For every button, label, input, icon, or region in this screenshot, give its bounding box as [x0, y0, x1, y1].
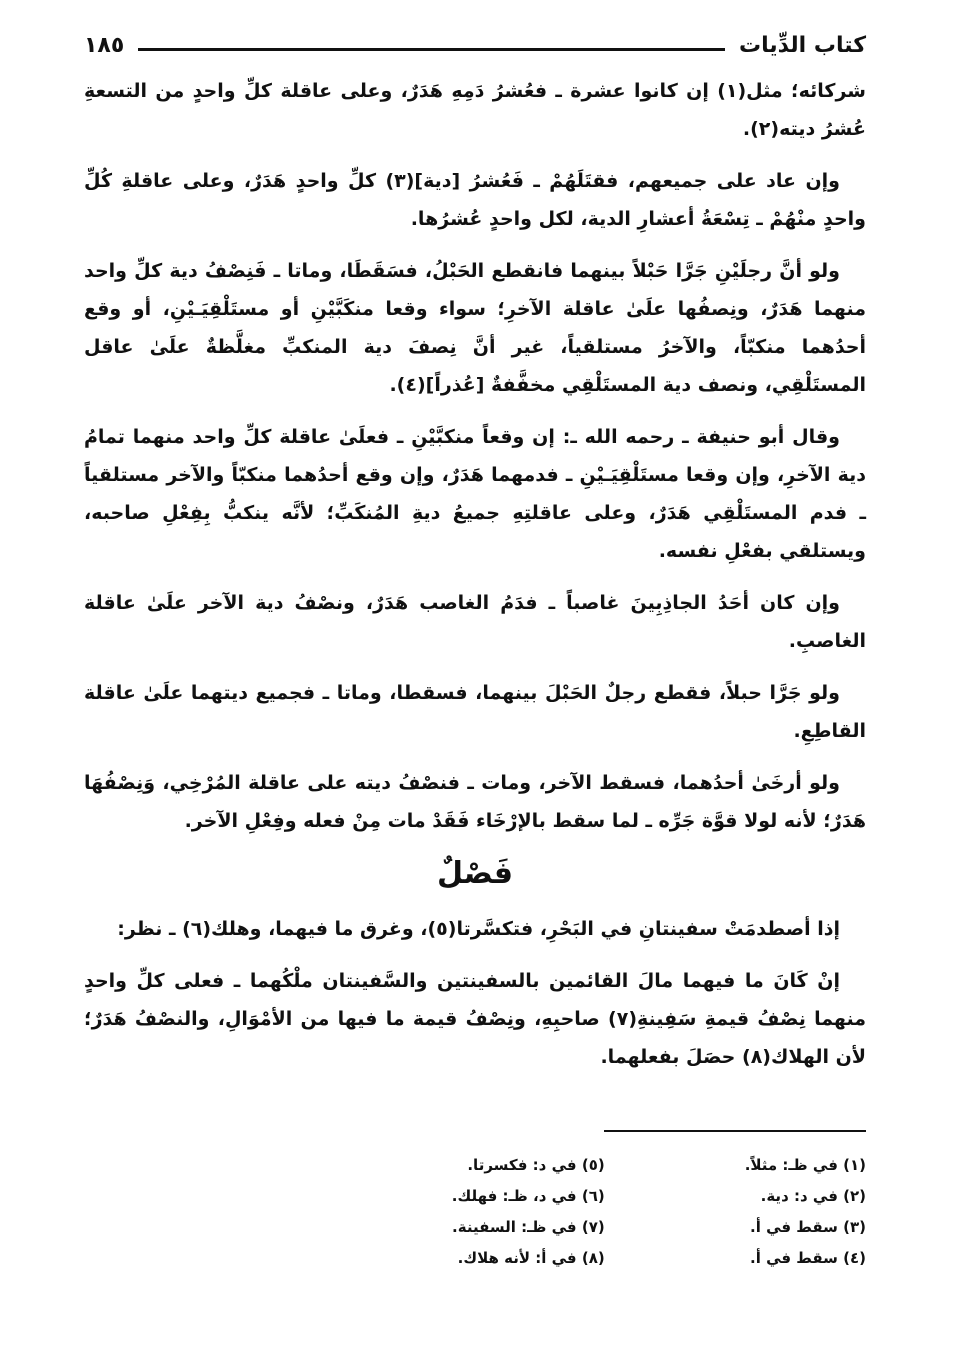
footnote: (٦) في د، ظـ: فهلك. [451, 1187, 605, 1205]
book-title: كتاب الدِّيات [739, 32, 866, 58]
book-page [84, 28, 866, 1267]
paragraph: ولو أنَّ رجلَيْنِ جَرَّا حَبْلاً بينهما فانقطع الحَبْلُ، فسَقَطَا، وماتا ـ فَنِصْفُ دية كلِّ واحد منهما هَدَرٌ، ونِصفُها علَىٰ عاقلة الآخرِ؛ سواء وقعا منكَبَّيْنِ أو مستَلْقِيَـيْنِ، أو وقع أحدُهما منكبّاً، والآخرُ مستلقياً، غير أنَّ نِصفَ دية المنكبِّ مغلَّظةٌ علَىٰ عاقل المستَلْقِي، ونصف دية المستَلْقِي مخفَّفةٌ [عُذراً](٤). [84, 260, 866, 396]
running-header [84, 28, 866, 62]
footnotes [246, 1150, 866, 1274]
paragraph: وإن كان أحَدُ الجاذِبِينَ غاصباً ـ فدَمُ الغاصب هَدَرٌ، ونصْفُ دية الآخر علَىٰ عاقلة الغاصبِ. [84, 592, 866, 652]
paragraph: إنْ كَانَ ما فيهما مالَ القائمين بالسفينتين والسَّفينتان ملْكُهما ـ فعلى كلِّ واحدٍ منهما نِصْفُ قيمةِ سَفِينةِ(٧) صاحبِهِ، ونِصْفُ قيمة ما فيها من الأمْوَالِ، والنصْفُ هَدَرٌ؛ لأن الهلاك(٨) حصَلَ بفعلهما. [84, 970, 866, 1068]
paragraph: ولو جَرَّا حبلاً، فقطع رجلٌ الحَبْلَ بينهما، فسقطا، وماتا ـ فجميع ديتهما علَىٰ عاقلة القاطِعِ. [84, 682, 866, 742]
main-text [84, 72, 866, 1076]
paragraph: شركائه؛ مثل(١) إن كانوا عشرة ـ فعُشرُ دَمِهِ هَدَرٌ، وعلى عاقلة كلِّ واحدٍ من التسعةِ عُشرُ ديته(٢). [84, 80, 866, 140]
paragraph: إذا أصطدمَتْ سفينتانِ في البَحْرِ، فتكسَّرتا(٥)، وغرق ما فيهما، وهلك(٦) ـ نظر: [117, 918, 840, 940]
header-rule [138, 48, 725, 51]
page-number: ١٨٥ [84, 32, 125, 58]
paragraph: ولو أرخَىٰ أحدُهما، فسقط الآخر، ومات ـ فنصْفُ ديته على عاقلة المُرْخِي، وَنِصْفُهَا هَدَرٌ؛ لأنه لولا قوَّة جَرِّه ـ لما سقط بالإرْخَاء فَقَدْ مات مِنْ فعله وفِعْلِ الآخر. [84, 772, 866, 832]
footnote: (١) في ظـ: مثلاً. [744, 1156, 866, 1174]
footnote: (٥) في د: فكسرتا. [467, 1156, 605, 1174]
footnote-separator [604, 1130, 866, 1132]
footnote: (٤) سقط في أ. [750, 1249, 866, 1267]
footnotes-column-right [745, 1150, 866, 1274]
section-heading: فَصْلٌ [437, 856, 513, 891]
paragraph: وإن عاد على جميعهم، فقتَلَهُمْ ـ فَعُشرُ [دية](٣) كلِّ واحدٍ هَدَرٌ، وعلى عاقلةِ كُلِّ واحدٍ منْهُمْ ـ تِسْعَةُ أعشارِ الدية، لكل واحدٍ عُشرُها. [84, 170, 866, 230]
paragraph: وقال أبو حنيفة ـ رحمه الله ـ: إن وقعاً منكبَّيْنِ ـ فعلَىٰ عاقلة كلِّ واحد منهما تمامُ دية الآخرِ، وإن وقعا مستَلْقِيَـيْنِ ـ فدمهما هَدَرٌ، وإن وقع أحدُهما منكبّاً والآخر مستلقياً ـ فدم المستَلْقِي هَدَرٌ، وعلى عاقلتِهِ جميعُ ديةِ المُنكَبِّ؛ لأنَّه ينكبُّ بِفِعْلِ صاحبه، ويستلقي بفعْلِ نفسه. [84, 426, 866, 562]
footnote: (٣) سقط في أ. [750, 1218, 866, 1236]
footnote: (٧) في ظـ: السفينة. [452, 1218, 605, 1236]
footnote: (٨) في أ: لأنه هلاك. [457, 1249, 605, 1267]
footnote: (٢) في د: دية. [760, 1187, 866, 1205]
footnotes-column-left [452, 1150, 605, 1274]
